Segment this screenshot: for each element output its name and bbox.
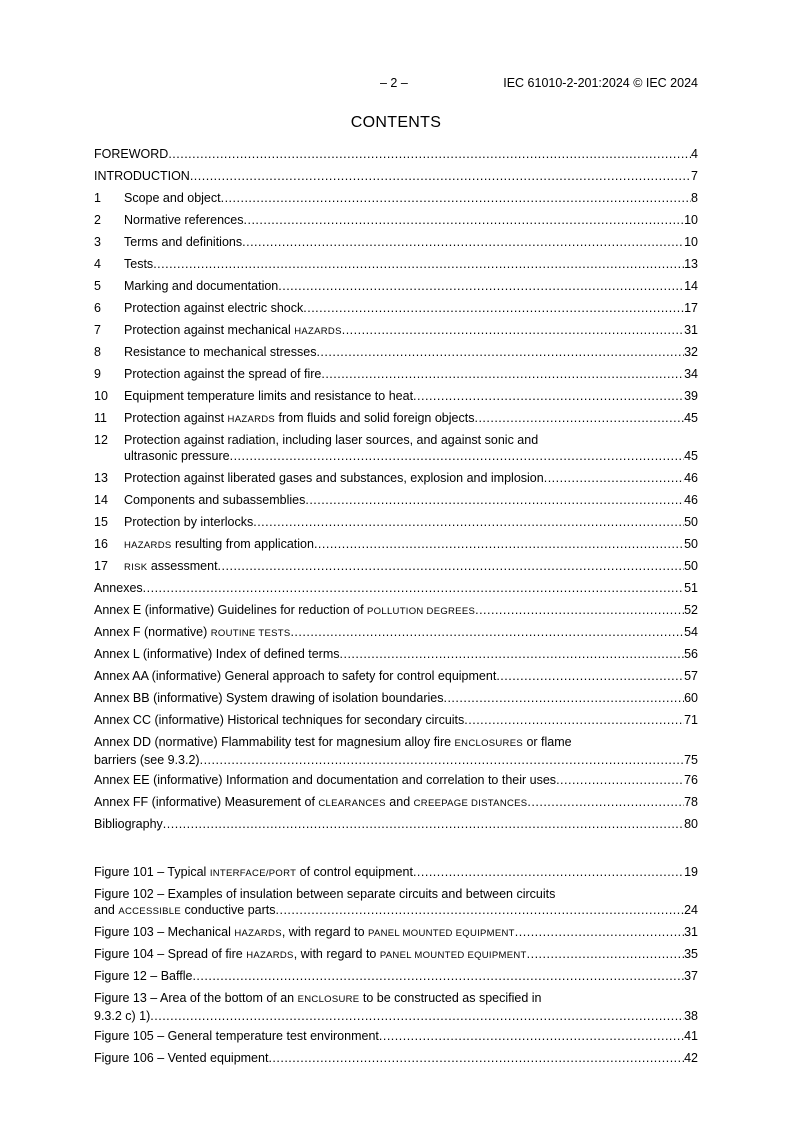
entry-text [94, 864, 413, 882]
section-number: 9 [94, 367, 101, 381]
leader-dots [143, 580, 684, 596]
section-number: 5 [94, 279, 101, 293]
leader-dots [303, 300, 684, 316]
entry-line [94, 794, 698, 812]
entry-text [94, 668, 496, 684]
toc-entry[interactable] [94, 734, 698, 772]
entry-title: and [385, 795, 414, 809]
entry-line [94, 344, 698, 360]
leader-dots [230, 448, 684, 464]
page-ref: 31 [684, 323, 698, 337]
defined-term: PANEL MOUNTED EQUIPMENT [368, 928, 515, 939]
entry-line [94, 212, 698, 228]
section-number: 2 [94, 213, 101, 227]
entry-text [124, 256, 153, 272]
page-ref: 80 [684, 817, 698, 831]
page-ref: 10 [684, 213, 698, 227]
entry-text [94, 580, 143, 596]
entry-title: Figure 104 – Spread of fire [94, 947, 247, 961]
leader-dots [153, 256, 684, 272]
page-ref: 41 [684, 1029, 698, 1043]
entry-text [94, 690, 443, 706]
leader-dots [221, 190, 691, 206]
toc-entry[interactable] [94, 1028, 698, 1050]
section-number: 15 [94, 515, 108, 529]
leader-dots [218, 558, 685, 574]
entry-title: FOREWORD [94, 147, 169, 161]
defined-term: HAZARDS [227, 414, 276, 425]
leader-dots [305, 492, 684, 508]
page-ref: 31 [684, 925, 698, 939]
leader-dots [163, 816, 684, 832]
page-ref: 34 [684, 367, 698, 381]
entry-title: resulting from application [171, 537, 314, 551]
entry-line [94, 278, 698, 294]
defined-term: CLEARANCES [318, 798, 386, 809]
leader-dots [340, 646, 685, 662]
entry-line [94, 646, 698, 662]
entry-title: Figure 12 – Baffle [94, 969, 193, 983]
entry-title: Annex AA (informative) General approach to safety for control equipment [94, 669, 497, 683]
page-ref: 37 [684, 969, 698, 983]
leader-dots [253, 514, 684, 530]
leader-dots [413, 864, 684, 880]
entry-text [94, 968, 192, 984]
entry-text [94, 1008, 150, 1024]
leader-dots [379, 1028, 684, 1044]
toc-entry[interactable] [94, 580, 698, 602]
entry-line [94, 470, 698, 486]
entry-title: Normative references [124, 213, 244, 227]
page-ref: 14 [684, 279, 698, 293]
entry-text [124, 558, 218, 576]
entry-title: Annex DD (normative) Flammability test for magnesium alloy fire [94, 735, 455, 749]
toc-entry[interactable] [94, 492, 698, 514]
page-ref: 38 [684, 1009, 698, 1023]
entry-title: of control equipment [296, 865, 413, 879]
page-ref: 60 [684, 691, 698, 705]
entry-title: Annex BB (informative) System drawing of isolation boundaries [94, 691, 444, 705]
entry-text [94, 924, 515, 942]
entry-line [94, 602, 698, 620]
leader-dots [527, 794, 684, 810]
toc-entry[interactable] [94, 624, 698, 646]
leader-dots [496, 668, 684, 684]
entry-title: assessment [147, 559, 218, 573]
entry-title: , with regard to [293, 947, 380, 961]
toc-entry[interactable] [94, 772, 698, 794]
entry-title: Marking and documentation [124, 279, 279, 293]
page-title: CONTENTS [350, 114, 442, 131]
page-ref: 57 [684, 669, 698, 683]
entry-line [94, 300, 698, 316]
entry-line [94, 190, 698, 206]
entry-text [124, 366, 321, 382]
entry-text [124, 388, 413, 404]
defined-term: CREEPAGE DISTANCES [413, 798, 528, 809]
leader-dots [192, 968, 684, 984]
section-number: 11 [94, 411, 107, 425]
entry-title: and [94, 903, 119, 917]
defined-term: POLLUTION DEGREES [367, 606, 476, 617]
section-number: 8 [94, 345, 101, 359]
entry-text [94, 902, 276, 920]
leader-dots [200, 752, 684, 768]
toc-entry[interactable] [94, 168, 698, 190]
entry-title: Figure 13 – Area of the bottom of an [94, 991, 298, 1005]
entry-title: from fluids and solid foreign objects [275, 411, 475, 425]
page-ref: 17 [684, 301, 698, 315]
page-ref: 4 [691, 147, 698, 161]
entry-line [94, 580, 698, 596]
defined-term: PANEL MOUNTED EQUIPMENT [379, 950, 527, 961]
entry-line [94, 902, 698, 920]
section-number: 16 [94, 537, 108, 551]
entry-title: Annex EE (informative) Information and documentation and correlation to their uses [94, 773, 557, 787]
entry-title: Figure 103 – Mechanical [94, 925, 235, 939]
leader-dots [342, 322, 684, 338]
entry-text [94, 146, 168, 162]
toc-entry[interactable] [94, 646, 698, 668]
entry-line [94, 322, 698, 340]
entry-title: INTRODUCTION [94, 169, 190, 183]
leader-dots [475, 602, 684, 618]
entry-line [94, 492, 698, 508]
section-number: 17 [94, 559, 108, 573]
entry-text [124, 190, 221, 206]
entry-line [94, 1028, 698, 1044]
entry-title: Tests [124, 257, 154, 271]
toc-entry[interactable] [94, 864, 698, 886]
entry-text [124, 344, 316, 360]
entry-title: Resistance to mechanical stresses [124, 345, 317, 359]
entry-line [94, 772, 698, 788]
toc-entry[interactable] [94, 514, 698, 536]
entry-text [94, 646, 340, 662]
entry-line [94, 968, 698, 984]
entry-text [94, 794, 527, 812]
table-of-contents [94, 146, 698, 1072]
toc-entry[interactable] [94, 690, 698, 712]
page-ref: 19 [684, 865, 698, 879]
entry-title-line1 [94, 734, 698, 752]
entry-title: Bibliography [94, 817, 163, 831]
leader-dots [321, 366, 684, 382]
leader-dots [474, 410, 684, 426]
toc-entry[interactable] [94, 968, 698, 990]
defined-term: RISK [124, 562, 148, 573]
entry-text [94, 168, 190, 184]
entry-title: Protection by interlocks [124, 515, 254, 529]
entry-text [124, 470, 544, 486]
leader-dots [515, 924, 684, 940]
defined-term: HAZARDS [234, 928, 282, 939]
toc-entry[interactable] [94, 712, 698, 734]
entry-title: Protection against the spread of fire [124, 367, 322, 381]
entry-line [94, 514, 698, 530]
leader-dots [544, 470, 684, 486]
entry-line [94, 924, 698, 942]
entry-title: Protection against mechanical [124, 323, 295, 337]
toc-entry[interactable] [94, 990, 698, 1028]
entry-title: Annex CC (informative) Historical techniques for secondary circuits [94, 713, 465, 727]
leader-dots [316, 344, 684, 360]
toc-entry[interactable] [94, 1050, 698, 1072]
toc-entry[interactable] [94, 558, 698, 580]
page-ref: 24 [684, 903, 698, 917]
leader-dots [290, 624, 684, 640]
section-number: 14 [94, 493, 108, 507]
entry-line [94, 256, 698, 272]
section-number: 1 [94, 191, 101, 205]
toc-entry[interactable] [94, 816, 698, 838]
leader-dots [268, 1050, 684, 1066]
entry-title: conductive parts [181, 903, 276, 917]
defined-term: ENCLOSURES [454, 738, 523, 749]
defined-term: HAZARDS [124, 540, 172, 551]
section-gap [94, 838, 698, 864]
defined-term: HAZARDS [294, 326, 342, 337]
toc-entry[interactable] [94, 886, 698, 924]
entry-text [94, 946, 527, 964]
entry-text [124, 322, 342, 340]
entry-text [94, 752, 200, 768]
entry-title: , with regard to [281, 925, 369, 939]
page-ref: 45 [684, 411, 698, 425]
leader-dots [242, 234, 684, 250]
entry-text [124, 234, 242, 250]
entry-line [94, 410, 698, 428]
entry-text [94, 624, 290, 642]
entry-text [94, 816, 163, 832]
page-ref: 45 [684, 449, 698, 463]
defined-term: ROUTINE TESTS [210, 628, 291, 639]
entry-title: Annex F (normative) [94, 625, 211, 639]
entry-title: Figure 106 – Vented equipment [94, 1051, 269, 1065]
entry-title: Annexes [94, 581, 143, 595]
toc-entry[interactable] [94, 668, 698, 690]
entry-title: Protection against [124, 411, 228, 425]
toc-entry[interactable] [94, 602, 698, 624]
page-ref: 13 [684, 257, 698, 271]
toc-entry[interactable] [94, 536, 698, 558]
entry-line [94, 146, 698, 162]
toc-entry[interactable] [94, 300, 698, 322]
entry-line [94, 946, 698, 964]
entry-text [124, 410, 474, 428]
page-number: – 2 – [380, 76, 408, 90]
entry-text [124, 300, 303, 316]
entry-text [124, 514, 253, 530]
entry-title: Figure 101 – Typical [94, 865, 210, 879]
toc-entry[interactable] [94, 190, 698, 212]
defined-term: ACCESSIBLE [118, 906, 182, 917]
defined-term: HAZARDS [246, 950, 294, 961]
toc-entry[interactable] [94, 794, 698, 816]
entry-line [94, 752, 698, 768]
standard-reference: IEC 61010-2-201:2024 © IEC 2024 [503, 76, 698, 90]
page-ref: 50 [684, 559, 698, 573]
entry-line [94, 234, 698, 250]
entry-line [94, 712, 698, 728]
leader-dots [413, 388, 684, 404]
leader-dots [150, 1008, 684, 1024]
entry-text [124, 278, 278, 294]
entry-text [94, 1028, 379, 1044]
entry-line [94, 1008, 698, 1024]
entry-line [94, 816, 698, 832]
leader-dots [556, 772, 684, 788]
toc-entry[interactable] [94, 410, 698, 432]
entry-line [94, 168, 698, 184]
entry-line [94, 864, 698, 882]
entry-title: Protection against electric shock [124, 301, 304, 315]
page-ref: 56 [684, 647, 698, 661]
entry-text [94, 712, 464, 728]
page-ref: 42 [684, 1051, 698, 1065]
entry-title: Annex FF (informative) Measurement of [94, 795, 319, 809]
entry-text [94, 1050, 268, 1066]
page-ref: 7 [691, 169, 698, 183]
entry-title: Protection against liberated gases and substances, explosion and implosion [124, 471, 544, 485]
entry-line [94, 388, 698, 404]
section-number: 13 [94, 471, 108, 485]
entry-line [94, 690, 698, 706]
section-number: 4 [94, 257, 101, 271]
entry-line [94, 624, 698, 642]
leader-dots [314, 536, 684, 552]
entry-title: ultrasonic pressure [124, 449, 230, 463]
page-ref: 46 [684, 471, 698, 485]
leader-dots [464, 712, 684, 728]
entry-title: to be constructed as specified in [359, 991, 542, 1005]
page-ref: 8 [691, 191, 698, 205]
defined-term: INTERFACE/PORT [209, 868, 297, 879]
page-ref: 78 [684, 795, 698, 809]
entry-line [94, 448, 698, 464]
page-ref: 39 [684, 389, 698, 403]
entry-title: Scope and object [124, 191, 221, 205]
section-number: 7 [94, 323, 101, 337]
entry-title: barriers (see 9.3.2) [94, 753, 200, 767]
section-number: 12 [94, 433, 108, 447]
entry-line [94, 536, 698, 554]
toc-entry[interactable] [94, 470, 698, 492]
page-ref: 50 [684, 515, 698, 529]
page-ref: 76 [684, 773, 698, 787]
leader-dots [244, 212, 685, 228]
entry-title: Protection against radiation, including laser sources, and against sonic and [124, 433, 539, 447]
entry-title: Equipment temperature limits and resistance to heat [124, 389, 414, 403]
toc-entry[interactable] [94, 212, 698, 234]
page-ref: 54 [684, 625, 698, 639]
entry-title: Components and subassemblies [124, 493, 306, 507]
toc-entry[interactable] [94, 366, 698, 388]
toc-entry[interactable] [94, 388, 698, 410]
section-number: 10 [94, 389, 108, 403]
entry-title: Terms and definitions [124, 235, 243, 249]
page-ref: 51 [684, 581, 698, 595]
entry-line [94, 558, 698, 576]
page-ref: 50 [684, 537, 698, 551]
leader-dots [168, 146, 691, 162]
page-ref: 46 [684, 493, 698, 507]
toc-entry[interactable] [94, 924, 698, 946]
entry-text [124, 536, 314, 554]
page-ref: 35 [684, 947, 698, 961]
entry-title: Annex L (informative) Index of defined terms [94, 647, 340, 661]
entry-line [94, 366, 698, 382]
page-ref: 75 [684, 753, 698, 767]
entry-line [94, 668, 698, 684]
entry-line [94, 1050, 698, 1066]
entry-text [94, 772, 556, 788]
page-ref: 32 [684, 345, 698, 359]
entry-text [124, 448, 230, 464]
entry-title: Figure 105 – General temperature test environment [94, 1029, 379, 1043]
toc-entry[interactable] [94, 344, 698, 366]
toc-entry[interactable] [94, 278, 698, 300]
toc-entry[interactable] [94, 234, 698, 256]
toc-entry[interactable] [94, 432, 698, 470]
entry-title: Annex E (informative) Guidelines for reduction of [94, 603, 368, 617]
entry-text [124, 212, 244, 228]
page-ref: 10 [684, 235, 698, 249]
toc-entry[interactable] [94, 322, 698, 344]
entry-title-line1 [94, 886, 698, 902]
toc-entry[interactable] [94, 256, 698, 278]
section-number: 6 [94, 301, 101, 315]
leader-dots [190, 168, 691, 184]
page-header [94, 76, 698, 92]
entry-text [124, 492, 305, 508]
leader-dots [276, 902, 685, 918]
entry-title: 9.3.2 c) 1) [94, 1009, 151, 1023]
entry-title-line1 [94, 990, 698, 1008]
entry-title-line1 [94, 432, 698, 448]
defined-term: ENCLOSURE [297, 994, 360, 1005]
entry-text [94, 602, 475, 620]
page-ref: 52 [684, 603, 698, 617]
entry-title: Figure 102 – Examples of insulation between separate circuits and between circuits [94, 887, 556, 901]
leader-dots [527, 946, 684, 962]
toc-entry[interactable] [94, 946, 698, 968]
leader-dots [278, 278, 684, 294]
section-number: 3 [94, 235, 101, 249]
toc-entry[interactable] [94, 146, 698, 168]
leader-dots [443, 690, 684, 706]
entry-title: or flame [523, 735, 572, 749]
page-ref: 71 [684, 713, 698, 727]
